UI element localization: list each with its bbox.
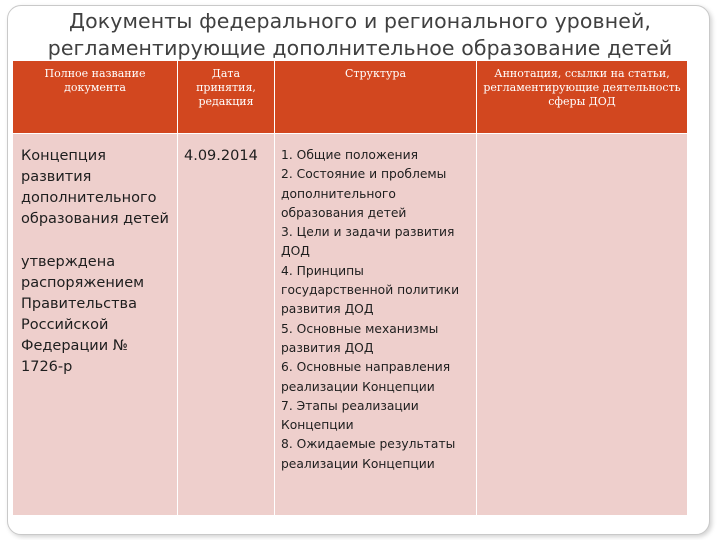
cell-date: 4.09.2014 [178, 134, 275, 516]
structure-item: 2. Состояние и проблемы дополнительного образования детей [281, 167, 447, 220]
header-date: Дата принятия, редакция [178, 61, 275, 134]
structure-item: 4. Принципы государственной политики развития ДОД [281, 263, 460, 317]
slide-title: Документы федерального и регионального уровней, регламентирующие дополнительное образование детей [47, 9, 673, 60]
table-row [13, 134, 688, 516]
cell-document-name [13, 134, 178, 516]
document-title: Концепция развития дополнительного образования детей [21, 148, 169, 227]
structure-item: 8. Ожидаемые результаты реализации Концепции [281, 437, 456, 471]
cell-structure [275, 134, 477, 516]
structure-item: 5. Основные механизмы развития ДОД [281, 321, 439, 355]
structure-item: 7. Этапы реализации Концепции [281, 398, 419, 433]
documents-table [12, 60, 688, 516]
header-document-name: Полное название документа [13, 61, 178, 134]
structure-item: 1. Общие положения [281, 148, 418, 162]
structure-item: 6. Основные направления реализации Концепции [281, 360, 451, 394]
structure-item: 3. Цели и задачи развития ДОД [281, 225, 455, 259]
header-annotation: Аннотация, ссылки на статьи, регламентирующие деятельность сферы ДОД [477, 61, 688, 134]
cell-annotation [477, 134, 688, 516]
document-approval: утверждена распоряжением Правительства Российской Федерации № 1726-р [21, 254, 145, 375]
header-structure: Структура [275, 61, 477, 134]
table-header-row [13, 61, 688, 134]
